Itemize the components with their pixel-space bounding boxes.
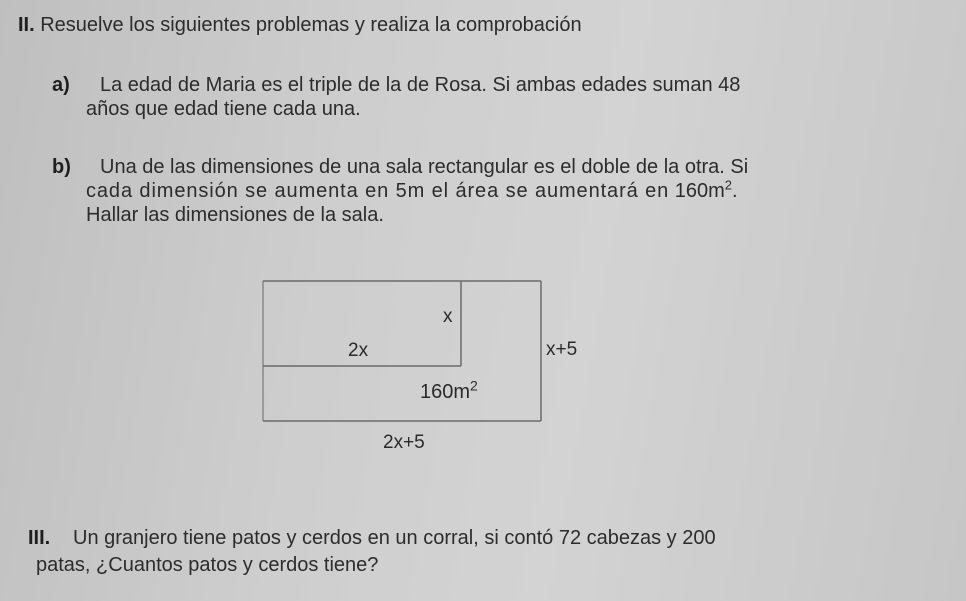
section-iii-line-2: patas, ¿Cuantos patos y cerdos tiene? — [36, 554, 379, 576]
outer-width-label: 2x+5 — [383, 432, 425, 453]
problem-a-line-2: años que edad tiene cada una. — [86, 98, 361, 120]
problem-a-label: a) — [52, 74, 70, 96]
area-increase-value: $160m^2$. — [674, 177, 738, 202]
section-iii-numeral: III. — [28, 527, 51, 549]
problem-b-line-3: Hallar las dimensiones de la sala. — [86, 204, 384, 226]
inner-height-label: x — [443, 306, 453, 327]
problem-b-line-2-text: cada dimensión se aumenta en 5m el área se aumentará en — [86, 180, 670, 202]
inner-width-label: 2x — [348, 340, 369, 361]
section-iii-line-1: Un granjero tiene patos y cerdos en un corral, si contó 72 cabezas y 200 — [73, 527, 716, 549]
section-ii-numeral: II. — [18, 14, 35, 36]
problem-b-line-1: Una de las dimensiones de una sala rectangular es el doble de la otra. Si — [100, 156, 749, 178]
outer-height-label: x+5 — [546, 339, 578, 360]
problem-b-label: b) — [52, 156, 71, 178]
problem-a-line-1: La edad de Maria es el triple de la de Rosa. Si ambas edades suman 48 — [100, 74, 741, 96]
area-label: $160m^2$ — [420, 377, 478, 403]
section-ii-title: Resuelve los siguientes problemas y realiza la comprobación — [40, 14, 582, 36]
